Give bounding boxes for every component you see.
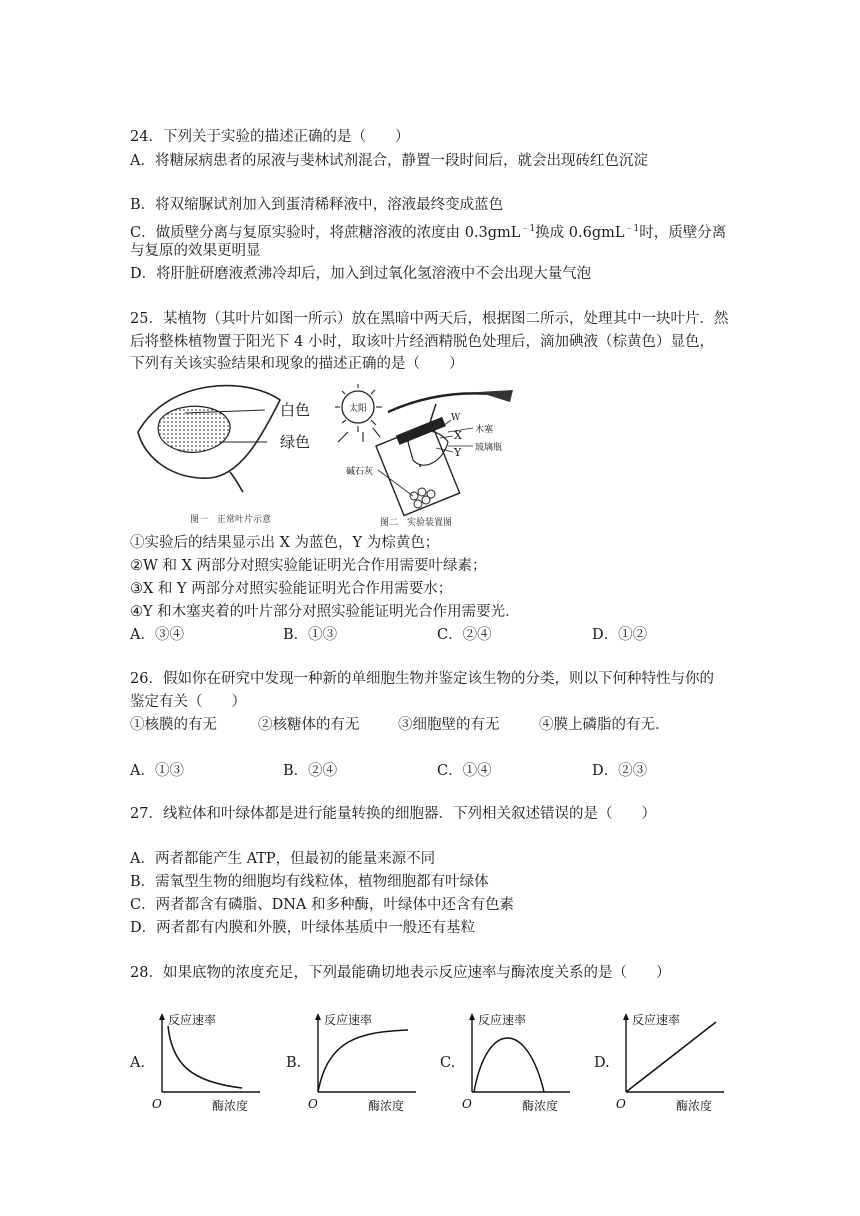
xlabel: 酶浓度 [212,1099,249,1113]
q27-option-a: A．两者都能产生 ATP，但最初的能量来源不同 [130,851,436,867]
leaf-stem [230,472,243,492]
y-axis-arrow [159,1013,165,1020]
q28-graph-label-2: C. [440,1055,456,1071]
label-x: X [454,429,462,442]
label-green: 绿色 [280,433,311,451]
curve-peak [474,1038,544,1092]
fig1-caption: 图一 正常叶片示意 [190,515,272,525]
label-lime: 碱石灰 [346,467,374,477]
q26-choice-c: C．①④ [437,763,492,779]
sun-label: 太阳 [349,404,368,414]
q28-graph-3 [616,1010,741,1115]
q26-feature-3: ③细胞壁的有无 [398,717,500,733]
label-y: Y [454,446,462,459]
ylabel: 反应速率 [478,1013,527,1027]
fig2-caption: 图二 实验装置图 [380,518,453,528]
q24-option-c: C．做质壁分离与复原实验时，将蔗糖溶液的浓度由 0.3gmL$^{﹣1}$换成 0.6gmL$^{﹣1}$时，质壁分离 [130,224,727,241]
q26-feature-2: ②核糖体的有无 [258,717,360,733]
xlabel: 酶浓度 [676,1099,713,1113]
q25-statement-4: ④Y 和木塞夹着的叶片部分对照实验能证明光合作用需要光． [130,604,520,620]
q25-stem-line2: 后将整株植物置于阳光下 4 小时，取该叶片经酒精脱色处理后，滴加碘液（棕黄色）显色， [130,334,714,350]
q27-option-d: D．两者都有内膜和外膜，叶绿体基质中一般还有基粒 [130,920,476,936]
origin: O [462,1097,472,1111]
q26-stem-line2: 鉴定有关（ ） [130,694,246,710]
ylabel: 反应速率 [324,1013,373,1027]
label-w: W [451,413,461,423]
q24-stem: 24．下列关于实验的描述正确的是（ ） [130,129,410,145]
q26-choice-a: A．①③ [130,763,184,779]
q28-graph-label-3: D. [594,1055,610,1071]
label-white: 白色 [280,401,311,419]
q25-stem-line1: 25．某植物（其叶片如图一所示）放在黑暗中两天后，根据图二所示，处理其中一块叶片．然 [130,311,729,327]
q24-option-b: B．将双缩脲试剂加入到蛋清稀释液中，溶液最终变成蓝色 [130,197,504,213]
q28-stem: 28．如果底物的浓度充足，下列最能确切地表示反应速率与酶浓度关系的是（ ） [130,965,671,981]
q27-option-c: C．两者都含有磷脂、DNA 和多种酶，叶绿体中还含有色素 [130,897,514,913]
q26-choice-d: D．②③ [592,763,648,779]
q25-choice-a: A．③④ [130,627,184,643]
y-axis-arrow [469,1013,475,1020]
ylabel: 反应速率 [168,1013,217,1027]
curve-linear [626,1022,716,1092]
origin: O [152,1097,162,1111]
q24-option-a: A．将糖尿病患者的尿液与斐林试剂混合，静置一段时间后，就会出现砖红色沉淀 [130,153,648,169]
q28-graph-2 [462,1010,587,1115]
q26-stem-line1: 26．假如你在研究中发现一种新的单细胞生物并鉴定该生物的分类，则以下何种特性与你的 [130,671,714,687]
curve-saturate [318,1030,408,1092]
q28-graph-label-1: B. [286,1055,302,1071]
leaf-figure [130,380,330,530]
origin: O [308,1097,318,1111]
q25-stem-line3: 下列有关该实验结果和现象的描述正确的是（ ） [130,356,464,372]
label-cork: 木塞 [475,425,494,435]
q26-feature-1: ①核膜的有无 [130,717,217,733]
q26-feature-4: ④膜上磷脂的有无． [539,717,670,733]
q25-choice-d: D．①② [592,627,648,643]
origin: O [616,1097,626,1111]
curve-decay [168,1026,242,1088]
y-axis-arrow [315,1013,321,1020]
q25-choice-c: C．②④ [437,627,492,643]
q24-option-c-line2: 与复原的效果更明显 [130,243,261,259]
q25-statement-2: ②W 和 X 两部分对照实验能证明光合作用需要叶绿素； [130,558,487,574]
q28-graph-1 [308,1010,433,1115]
q25-statement-3: ③X 和 Y 两部分对照实验能证明光合作用需要水； [130,581,453,597]
q25-statement-1: ①实验后的结果显示出 X 为蓝色，Y 为棕黄色； [130,535,440,551]
xlabel: 酶浓度 [522,1099,559,1113]
apparatus-figure [318,382,528,532]
q27-option-b: B．需氧型生物的细胞均有线粒体，植物细胞都有叶绿体 [130,874,489,890]
q25-choice-b: B．①③ [283,627,338,643]
q24-option-d: D．将肝脏研磨液煮沸冷却后，加入到过氧化氢溶液中不会出现大量气泡 [130,266,592,282]
q27-stem: 27．线粒体和叶绿体都是进行能量转换的细胞器．下列相关叙述错误的是（ ） [130,806,656,822]
q28-graph-label-0: A. [130,1055,146,1071]
xlabel: 酶浓度 [368,1099,405,1113]
y-axis-arrow [623,1013,629,1020]
ylabel: 反应速率 [632,1013,681,1027]
q26-choice-b: B．②④ [283,763,338,779]
q28-graph-0 [152,1010,277,1115]
label-bottle: 玻璃瓶 [475,443,503,453]
